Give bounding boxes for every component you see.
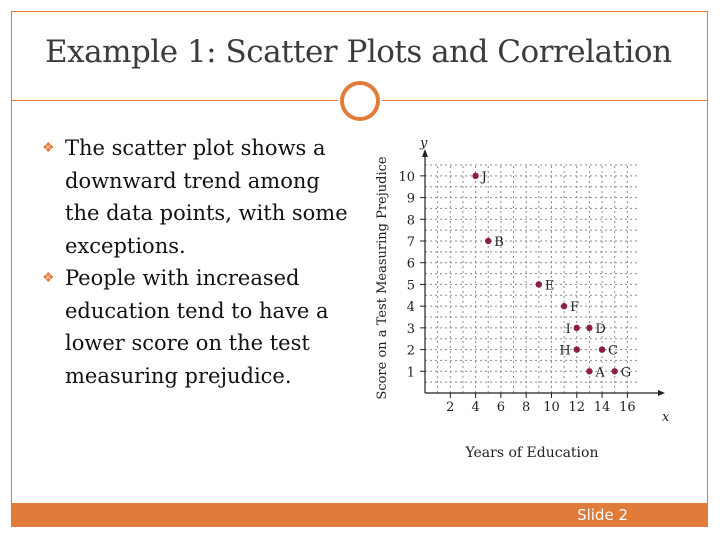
y-tick-label: 1 bbox=[406, 365, 415, 381]
bullet-marker-icon: ❖ bbox=[42, 270, 55, 286]
bullet-list bbox=[42, 132, 352, 392]
bullet-text: The scatter plot shows a downward trend among the data points, with some exceptions. bbox=[65, 136, 348, 258]
y-tick-label: 3 bbox=[406, 321, 415, 337]
y-tick-label: 6 bbox=[406, 256, 415, 272]
data-point bbox=[561, 303, 567, 309]
point-label: D bbox=[595, 321, 606, 337]
y-tick-label: 7 bbox=[406, 235, 415, 250]
y-tick-label: 8 bbox=[406, 213, 415, 229]
x-tick-label: 8 bbox=[522, 400, 531, 415]
point-label: A bbox=[595, 365, 605, 381]
x-axis-arrow-icon bbox=[658, 390, 665, 396]
x-tick-label: 16 bbox=[619, 400, 636, 415]
data-point bbox=[472, 173, 478, 179]
footer-bar bbox=[11, 503, 708, 527]
y-tick-label: 2 bbox=[406, 343, 415, 359]
x-axis-letter: x bbox=[662, 410, 670, 425]
point-label: I bbox=[565, 321, 571, 337]
x-tick-label: 6 bbox=[496, 400, 506, 415]
slide-number: Slide 2 bbox=[577, 506, 628, 524]
x-tick-label: 10 bbox=[543, 400, 560, 415]
data-point bbox=[574, 346, 580, 352]
data-point bbox=[599, 346, 605, 352]
chart-grid bbox=[425, 165, 640, 393]
bullet-text: People with increased education tend to have a lower score on the test measuring prejudice. bbox=[65, 266, 329, 388]
data-point bbox=[485, 238, 491, 244]
y-axis-letter: y bbox=[420, 136, 428, 151]
point-label: J bbox=[481, 169, 487, 185]
data-point bbox=[586, 368, 592, 374]
bullet-item bbox=[42, 132, 352, 262]
y-tick-label: 9 bbox=[406, 191, 415, 207]
point-label: H bbox=[559, 343, 571, 359]
data-point bbox=[586, 325, 592, 331]
y-tick-label: 5 bbox=[406, 278, 415, 294]
x-axis-label: Years of Education bbox=[465, 445, 599, 461]
x-tick-label: 14 bbox=[593, 400, 611, 415]
scatter-plot bbox=[370, 135, 670, 465]
data-point bbox=[574, 325, 580, 331]
data-point bbox=[536, 281, 542, 287]
bullet-item bbox=[42, 262, 352, 392]
point-label: E bbox=[544, 278, 555, 294]
x-tick-label: 2 bbox=[446, 400, 455, 415]
y-tick-label: 4 bbox=[406, 300, 415, 316]
point-label: G bbox=[620, 365, 632, 381]
point-label: C bbox=[608, 343, 619, 359]
title-divider-left bbox=[11, 100, 338, 101]
y-axis-label: Score on a Test Measuring Prejudice bbox=[375, 156, 390, 400]
title-divider-right bbox=[382, 100, 708, 101]
bullet-marker-icon: ❖ bbox=[42, 140, 55, 156]
point-label: B bbox=[494, 235, 504, 250]
x-tick-label: 4 bbox=[471, 400, 480, 415]
y-tick-label: 10 bbox=[398, 169, 415, 185]
title-circle-ornament bbox=[340, 81, 380, 121]
x-tick-label: 12 bbox=[568, 400, 586, 415]
data-point bbox=[612, 368, 618, 374]
point-label: F bbox=[570, 300, 580, 316]
slide-title: Example 1: Scatter Plots and Correlation bbox=[45, 34, 672, 70]
